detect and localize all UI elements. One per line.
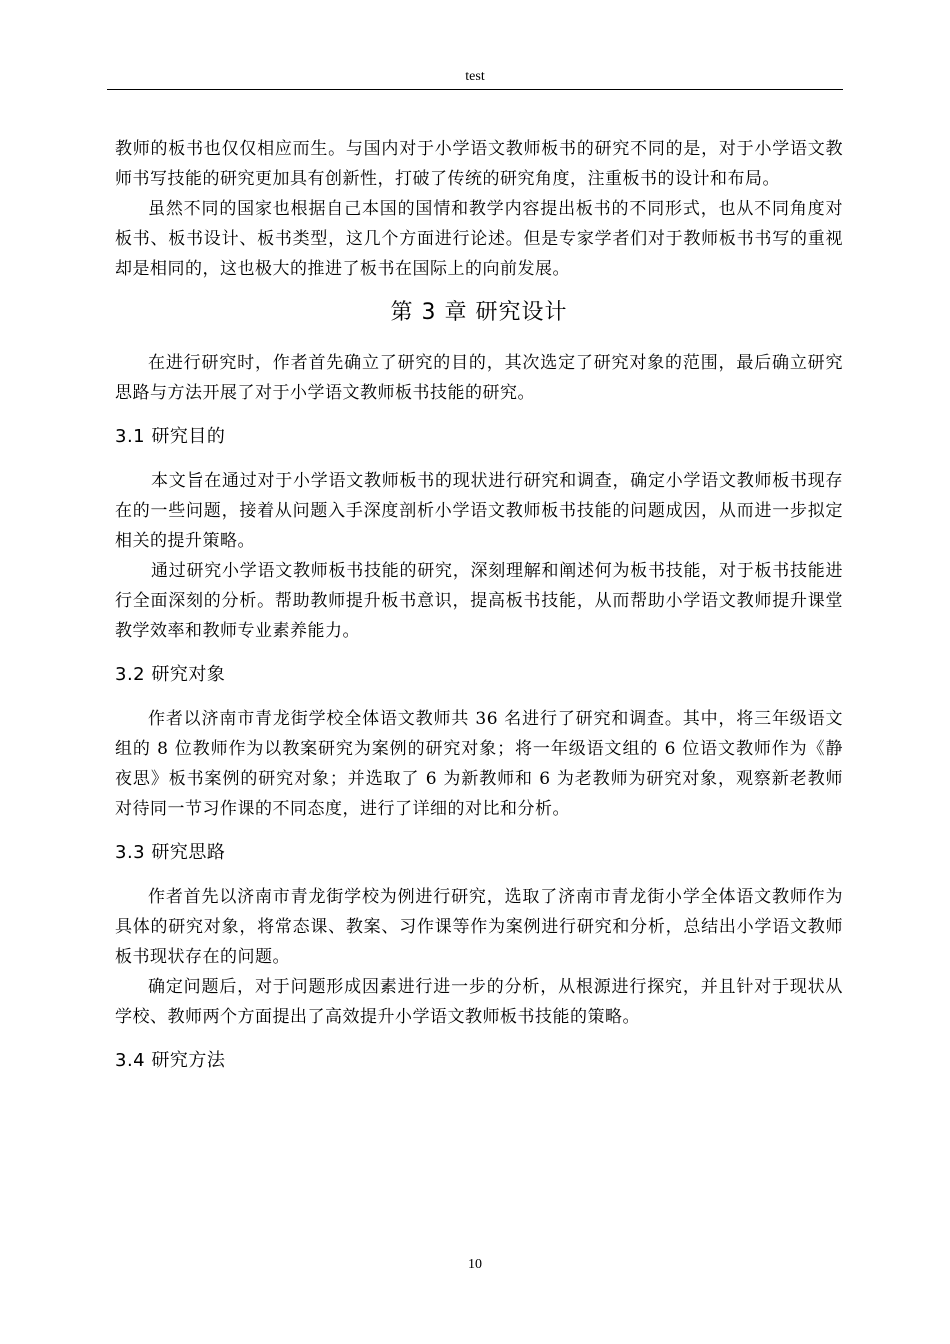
- paragraph: 教师的板书也仅仅相应而生。与国内对于小学语文教师板书的研究不同的是，对于小学语文教师书写技能的研究更加具有创新性，打破了传统的研究角度，注重板书的设计和布局。: [115, 139, 843, 189]
- section-heading: 3.4 研究方法: [115, 1050, 226, 1071]
- section-heading: 3.1 研究目的: [115, 426, 226, 447]
- document-body: [115, 134, 843, 1090]
- paragraph: 确定问题后，对于问题形成因素进行进一步的分析，从根源进行探究，并且针对于现状从学校、教师两个方面提出了高效提升小学语文教师板书技能的策略。: [115, 977, 843, 1027]
- paragraph: 作者首先以济南市青龙街学校为例进行研究，选取了济南市青龙街小学全体语文教师作为具体的研究对象，将常态课、教案、习作课等作为案例进行研究和分析，总结出小学语文教师板书现状存在的问题。: [115, 887, 843, 967]
- paragraph: 在进行研究时，作者首先确立了研究的目的，其次选定了研究对象的范围，最后确立研究思路与方法开展了对于小学语文教师板书技能的研究。: [115, 353, 843, 403]
- page-number: 10: [468, 1257, 482, 1272]
- paragraph: 本文旨在通过对于小学语文教师板书的现状进行研究和调查，确定小学语文教师板书现存在的一些问题，接着从问题入手深度剖析小学语文教师板书技能的问题成因，从而进一步拟定相关的提升策略。: [115, 471, 843, 551]
- paragraph: 虽然不同的国家也根据自己本国的国情和教学内容提出板书的不同形式，也从不同角度对板书、板书设计、板书类型，这几个方面进行论述。但是专家学者们对于教师板书书写的重视却是相同的，这也极大的推进了板书在国际上的向前发展。: [115, 199, 843, 279]
- section-heading: 3.3 研究思路: [115, 842, 226, 863]
- section-heading: 3.2 研究对象: [115, 664, 226, 685]
- paragraph: 作者以济南市青龙街学校全体语文教师共 36 名进行了研究和调查。其中，将三年级语文组的 8 位教师作为以教案研究为案例的研究对象；将一年级语文组的 6 位语文教师作为《静夜思》板书案例的研究对象；并选取了 6 为新教师和 6 为老教师为研究对象，观察新老教师对待同一节习作课的不同态度，进行了详细的对比和分析。: [115, 709, 843, 819]
- header-divider: [107, 89, 843, 90]
- page-header: test: [465, 69, 485, 84]
- paragraph: 通过研究小学语文教师板书技能的研究，深刻理解和阐述何为板书技能，对于板书技能进行全面深刻的分析。帮助教师提升板书意识，提高板书技能，从而帮助小学语文教师提升课堂教学效率和教师专业素养能力。: [115, 561, 843, 641]
- chapter-heading: 第 3 章 研究设计: [390, 300, 568, 325]
